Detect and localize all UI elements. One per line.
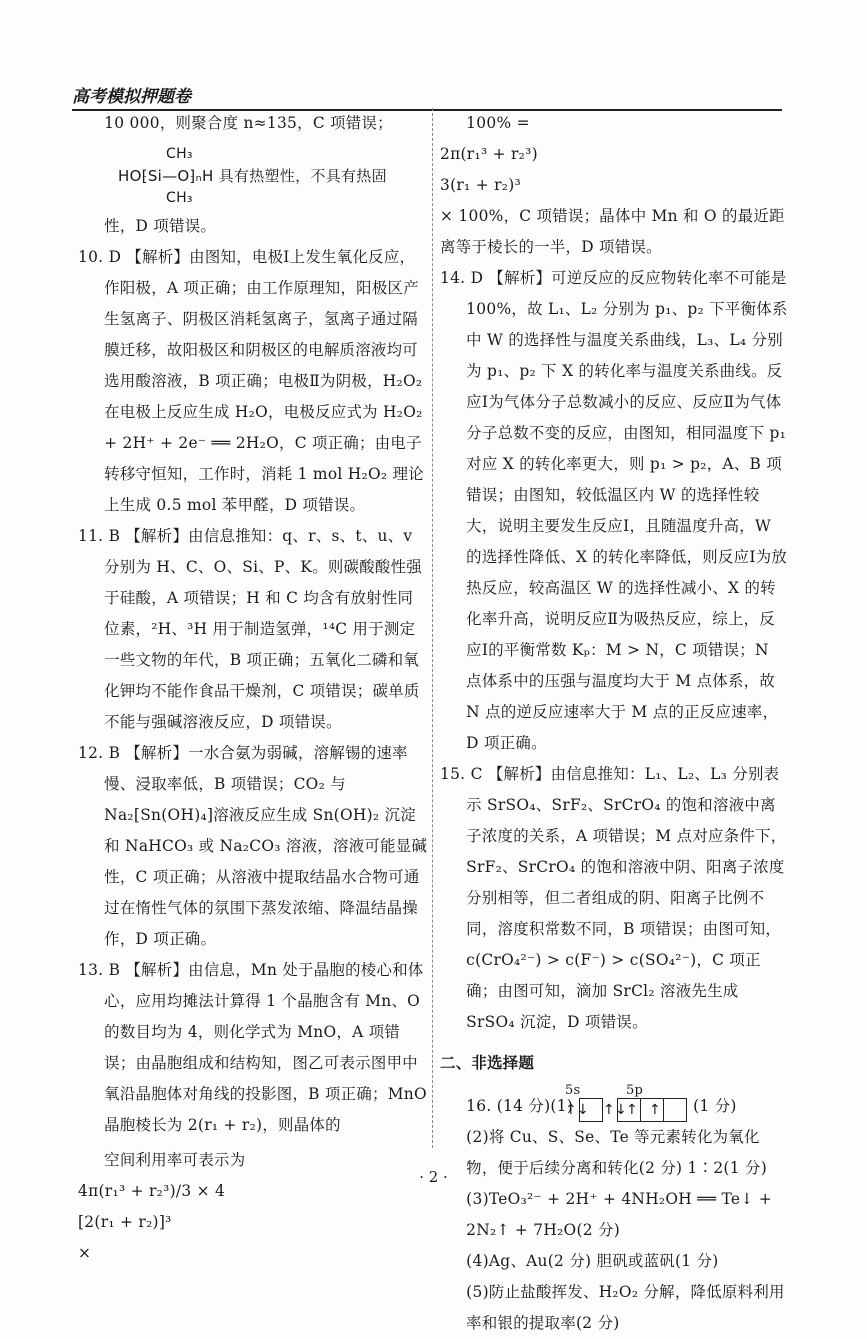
page-header: 高考模拟押题卷 bbox=[72, 82, 782, 111]
answer-16-3a: (3)TeO₃²⁻ + 2H⁺ + 4NH₂OH ══ Te↓ + bbox=[466, 1190, 772, 1208]
answer-16-1 bbox=[440, 1083, 788, 1122]
answer-11: 11. B 【解析】由信息推知：q、r、s、t、u、v 分别为 H、C、O、Si、P、K。则碳酸酸性强于硅酸，A 项错误；H 和 C 均含有放射性同位素，²H、³H 用于制造氢弹，¹⁴C 用于测定一些文物的年代，B 项正确；五氧化二磷和氧化钾均不能作食品干燥剂，C 项错误；碳单质不能与强碱溶液反应，D 项错误。 bbox=[78, 527, 422, 731]
page-number: · 2 · bbox=[419, 1168, 448, 1186]
answer-13-tail: 空间利用率可表示为 bbox=[104, 1151, 246, 1169]
fraction-numerator: 4π(r₁³ + r₂³)/3 × 4 bbox=[78, 1182, 226, 1200]
answer-13-end: × 100%，C 项错误；晶体中 Mn 和 O 的最近距离等于棱长的一半，D 项错误。 bbox=[440, 207, 785, 256]
answer-16-1-score: (1 分) bbox=[693, 1097, 737, 1115]
struct-top: CH₃ bbox=[166, 146, 193, 162]
ratio-numerator: 2π(r₁³ + r₂³) bbox=[440, 145, 538, 163]
orbital-5p-box-1: ↑↓ bbox=[618, 1099, 641, 1121]
answer-16-4: (4)Ag、Au(2 分) 胆矾或蓝矾(1 分) bbox=[466, 1252, 719, 1270]
answer-14: 14. D 【解析】可逆反应的反应物转化率不可能是 100%，故 L₁、L₂ 分别为 p₁、p₂ 下平衡体系中 W 的选择性与温度关系曲线，L₃、L₄ 分别为 p₁、p₂ 下 X 的转化率与温度关系曲线。反应Ⅰ为气体分子总数减小的反应、反应Ⅱ为气体分子总数不变的反应，由图知，相同温度下 p₁ 对应 X 的转化率更大，则 p₁ > p₂，A、B 项错误；由图知，较低温区内 W 的选择性较大，说明主要发生反应Ⅰ，且随温度升高，W 的选择性降低、X 的转化率降低，则反应Ⅰ为放热反应，较高温区 W 的选择性减小、X 的转化率升高，说明反应Ⅱ为吸热反应，综上，反应Ⅰ的平衡常数 Kₚ：M > N，C 项错误；N 点体系中的压强与温度均大于 M 点体系，故 N 点的逆反应速率大于 M 点的正反应速率，D 项正确。 bbox=[440, 269, 788, 752]
struct-bot: CH₃ bbox=[166, 190, 193, 206]
orbital-diagram bbox=[466, 1083, 788, 1122]
answer-9-end: 性，D 项错误。 bbox=[104, 217, 217, 235]
answer-16-2: (2)将 Cu、S、Se、Te 等元素转化为氧化物，便于后续分离和转化(2 分) 1∶2(1 分) bbox=[466, 1128, 768, 1177]
polymer-structure bbox=[78, 145, 428, 207]
orbital-5s-box: ↑↓ bbox=[564, 1102, 590, 1118]
orbital-5p-box-2: ↑ bbox=[641, 1099, 664, 1121]
ratio-denominator: 3(r₁ + r₂)³ bbox=[440, 176, 522, 194]
percent-prefix: 100% = bbox=[466, 114, 530, 132]
right-column bbox=[440, 108, 788, 1339]
section-heading: 二、非选择题 bbox=[440, 1054, 535, 1072]
struct-mid: HO⁅Si—O⁆ₙH 具有热塑性，不具有热固 bbox=[118, 167, 387, 185]
orbital-5p: 5p ↑↓ ↑ ↑ bbox=[617, 1083, 687, 1122]
answer-15: 15. C 【解析】由信息推知：L₁、L₂、L₃ 分别表示 SrSO₄、SrF₂、SrCrO₄ 的饱和溶液中离子浓度的关系，A 项错误；M 点对应条件下，SrF₂、SrCrO₄ 的饱和溶液中阴、阳离子浓度分别相等，但二者组成的阴、阳离子比例不同，溶度积常数不同，B 项错误；由图可知，c(CrO₄²⁻) > c(F⁻) > c(SO₄²⁻)，C 项正确；由图可知，滴加 SrCl₂ 溶液先生成 SrSO₄ 沉淀，D 项错误。 bbox=[440, 765, 787, 1031]
answer-16-3b: 2N₂↑ + 7H₂O(2 分) bbox=[466, 1221, 621, 1239]
orbital-5s: 5s ↑↓ bbox=[579, 1083, 603, 1122]
times-sign: × bbox=[78, 1244, 92, 1262]
answer-16-5: (5)防止盐酸挥发、H₂O₂ 分解，降低原料利用率和银的提取率(2 分) bbox=[466, 1283, 785, 1332]
left-column bbox=[78, 108, 428, 1269]
answer-16-head: 16. (14 分)(1) bbox=[466, 1097, 574, 1115]
answer-13: 13. B 【解析】由信息，Mn 处于晶胞的棱心和体心，应用均摊法计算得 1 个晶胞含有 Mn、O 的数目均为 4，则化学式为 MnO，A 项错误；由晶胞组成和结构知，图乙可表示图甲中氧沿晶胞体对角线的投影图，B 项正确；MnO 晶胞棱长为 2(r₁ + r₂)，则晶体的 bbox=[78, 961, 427, 1134]
answer-13-continued bbox=[440, 108, 788, 139]
answer-12: 12. B 【解析】一水合氨为弱碱，溶解锡的速率慢、浸取率低，B 项错误；CO₂ 与 Na₂[Sn(OH)₄]溶液反应生成 Sn(OH)₂ 沉淀和 NaHCO₃ 或 Na₂CO₃ 溶液，溶液可能显碱性，C 项正确；从溶液中提取结晶水合物可通过在惰性气体的氛围下蒸发浓缩、降温结晶操作，D 项正确。 bbox=[78, 744, 428, 948]
fraction-denominator: [2(r₁ + r₂)]³ bbox=[78, 1213, 172, 1231]
column-divider bbox=[432, 108, 433, 1148]
answer-10: 10. D 【解析】由图知，电极Ⅰ上发生氧化反应，作阳极，A 项正确；由工作原理知，阳极区产生氢离子、阴极区消耗氢离子，氢离子通过隔膜迁移，故阳极区和阴极区的电解质溶液均可选用酸溶液，B 项正确；电极Ⅱ为阴极，H₂O₂ 在电极上反应生成 H₂O，电极反应式为 H₂O₂ + 2H⁺ + 2e⁻ ══ 2H₂O，C 项正确；由电子转移守恒知，工作时，消耗 1 mol H₂O₂ 理论上生成 0.5 mol 苯甲醛，D 项错误。 bbox=[78, 248, 424, 514]
answer-9-tail: 10 000，则聚合度 n≈135，C 项错误； bbox=[104, 114, 393, 132]
orbital-5p-box-3: ↑ bbox=[648, 1102, 661, 1118]
